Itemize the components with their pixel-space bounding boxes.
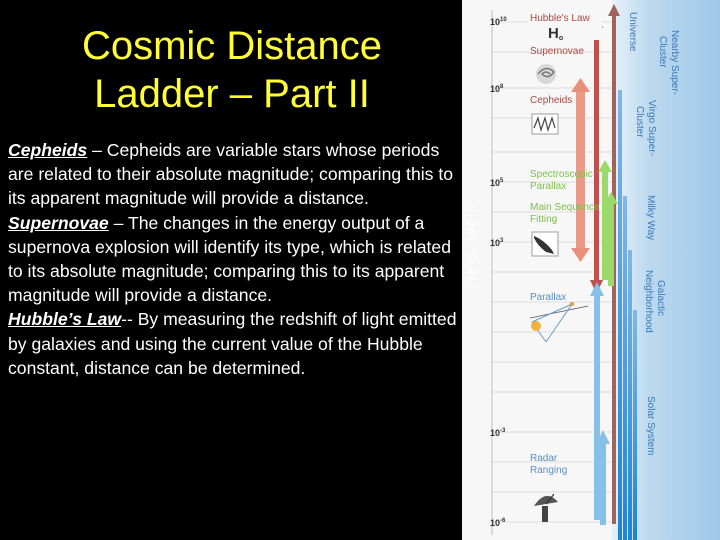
- region-virgo-supercluster-line1: Virgo Super-: [646, 100, 657, 156]
- radar-label-line2: Ranging: [530, 465, 568, 476]
- paragraph-cepheids: [8, 138, 458, 211]
- term-cepheids: Cepheids: [8, 140, 88, 160]
- text-hubbles-law: -- By measuring the redshift of light emitted by galaxies and using the current value of the Hubble constant, distance can be determined.: [8, 309, 457, 378]
- paragraph-hubble: [8, 307, 458, 380]
- title-line-2: Ladder – Part II: [94, 72, 370, 116]
- galaxy-icon: [536, 64, 556, 84]
- text-cepheids: – Cepheids are variable stars whose periods are related to their absolute magnitude; comparing this to its apparent magnitude will provide a distance.: [8, 140, 453, 209]
- region-column-2: [623, 196, 627, 540]
- cepheid-lightcurve-icon: [532, 114, 558, 134]
- tick-label: $10^5$: [490, 178, 504, 188]
- term-supernovae: Supernovae: [8, 212, 109, 233]
- main-sequence-label-line1: Main Sequence: [530, 202, 600, 213]
- region-column-4: [633, 310, 637, 540]
- supernovae-label: Supernovae: [530, 46, 584, 57]
- body-text: [8, 138, 458, 380]
- term-hubbles-law: Hubble’s Law: [8, 309, 122, 330]
- region-milky-way: Milky Way: [645, 195, 656, 241]
- spectroscopic-label-line1: Spectroscopic: [530, 169, 593, 180]
- parallax-label: Parallax: [530, 292, 567, 303]
- region-galactic-neighborhood-line2: Neighborhood: [643, 270, 654, 333]
- text-supernovae: – The changes in the energy output of a supernova explosion will identify its type, which is related to its absolute magnitude; comparing this to its apparent magnitude will provide a distance.: [8, 212, 451, 306]
- hubble-symbol: Ho: [548, 25, 564, 42]
- tick-label: $10^3$: [490, 238, 504, 248]
- paragraph-supernovae: [8, 211, 458, 308]
- tick-label: $10^{10}$: [490, 17, 507, 27]
- region-column-1: [618, 90, 622, 540]
- tick-label: $10^{-3}$: [490, 428, 506, 438]
- distance-ladder-diagram: [462, 0, 720, 540]
- title-line-1: Cosmic Distance: [81, 24, 383, 68]
- region-galactic-neighborhood-line1: Galactic: [655, 280, 666, 317]
- axis-label-light-years: Light Years: [465, 205, 477, 293]
- region-column-3: [628, 250, 632, 540]
- region-nearby-supercluster-line1: Nearby Super-: [669, 30, 680, 96]
- cepheids-label: Cepheids: [530, 95, 573, 106]
- slide-title: [12, 22, 452, 118]
- region-virgo-supercluster-line2: Cluster: [634, 106, 645, 138]
- hubble-label: Hubble's Law: [530, 13, 590, 24]
- tick-label: $10^{-6}$: [490, 518, 506, 528]
- hr-diagram-icon: [532, 232, 558, 256]
- spectroscopic-label-line2: Parallax: [530, 181, 567, 192]
- main-sequence-label-line2: Fitting: [530, 214, 558, 225]
- region-universe: Universe: [627, 12, 638, 52]
- tick-label: $10^8$: [490, 84, 504, 94]
- radar-label-line1: Radar: [530, 453, 558, 464]
- region-nearby-supercluster-line2: Cluster: [657, 36, 668, 68]
- region-solar-system: Solar System: [645, 396, 656, 456]
